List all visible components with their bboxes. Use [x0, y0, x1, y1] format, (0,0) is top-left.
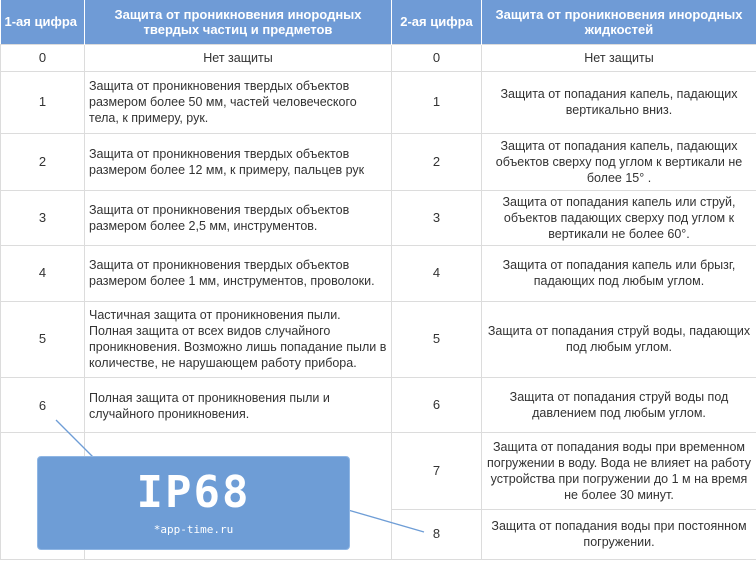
digit2-cell: 5 — [392, 301, 482, 377]
liquid-protection-cell: Защита от попадания струй воды под давлением под любым углом. — [482, 377, 756, 432]
liquid-protection-cell: Защита от попадания капель или струй, объектов падающих сверху под углом к вертикали не более 60°. — [482, 190, 756, 245]
solid-protection-cell: Защита от проникновения твердых объектов размером более 2,5 мм, инструментов. — [85, 190, 392, 245]
table-header-row — [1, 0, 756, 44]
digit2-cell: 0 — [392, 44, 482, 71]
ip-rating-label: IP68 — [136, 467, 251, 518]
digit2-cell: 4 — [392, 245, 482, 301]
digit2-cell: 2 — [392, 133, 482, 190]
site-watermark: *app-time.ru — [153, 523, 234, 536]
header-liquids: Защита от проникновения инородных жидкостей — [482, 0, 756, 44]
digit1-cell: 5 — [1, 301, 85, 377]
digit2-cell: 8 — [392, 509, 482, 559]
digit1-cell: 0 — [1, 44, 85, 71]
digit1-cell: 1 — [1, 71, 85, 133]
digit1-cell: 4 — [1, 245, 85, 301]
solid-protection-cell: Частичная защита от проникновения пыли. Полная защита от всех видов случайного проникновения. Возможно лишь попадание пыли в количестве, не нарушающем работу прибора. — [85, 301, 392, 377]
table-row — [1, 190, 756, 245]
digit2-cell: 7 — [392, 432, 482, 509]
table-row — [1, 301, 756, 377]
table-row — [1, 44, 756, 71]
liquid-protection-cell: Защита от попадания капель, падающих объектов сверху под углом к вертикали не более 15° . — [482, 133, 756, 190]
header-solids: Защита от проникновения инородных твердых частиц и предметов — [85, 0, 392, 44]
digit1-cell: 6 — [1, 377, 85, 432]
digit2-cell: 6 — [392, 377, 482, 432]
solid-protection-cell: Полная защита от проникновения пыли и случайного проникновения. — [85, 377, 392, 432]
ip68-callout — [37, 456, 350, 550]
solid-protection-cell: Защита от проникновения твердых объектов размером более 50 мм, частей человеческого тела, к примеру, рук. — [85, 71, 392, 133]
liquid-protection-cell: Защита от попадания воды при временном погружении в воду. Вода не влияет на работу устройства при погружении до 1 м на время не более 30 минут. — [482, 432, 756, 509]
liquid-protection-cell: Нет защиты — [482, 44, 756, 71]
header-digit2: 2-ая цифра — [392, 0, 482, 44]
liquid-protection-cell: Защита от попадания капель, падающих вертикально вниз. — [482, 71, 756, 133]
solid-protection-cell: Нет защиты — [85, 44, 392, 71]
digit1-cell: 2 — [1, 133, 85, 190]
liquid-protection-cell: Защита от попадания воды при постоянном погружении. — [482, 509, 756, 559]
table-row — [1, 245, 756, 301]
liquid-protection-cell: Защита от попадания струй воды, падающих под любым углом. — [482, 301, 756, 377]
liquid-protection-cell: Защита от попадания капель или брызг, падающих под любым углом. — [482, 245, 756, 301]
table-row — [1, 133, 756, 190]
digit2-cell: 3 — [392, 190, 482, 245]
header-digit1: 1-ая цифра — [1, 0, 85, 44]
table-row — [1, 71, 756, 133]
digit2-cell: 1 — [392, 71, 482, 133]
solid-protection-cell: Защита от проникновения твердых объектов размером более 1 мм, инструментов, проволоки. — [85, 245, 392, 301]
solid-protection-cell: Защита от проникновения твердых объектов размером более 12 мм, к примеру, пальцев рук — [85, 133, 392, 190]
digit1-cell: 3 — [1, 190, 85, 245]
table-row — [1, 377, 756, 432]
